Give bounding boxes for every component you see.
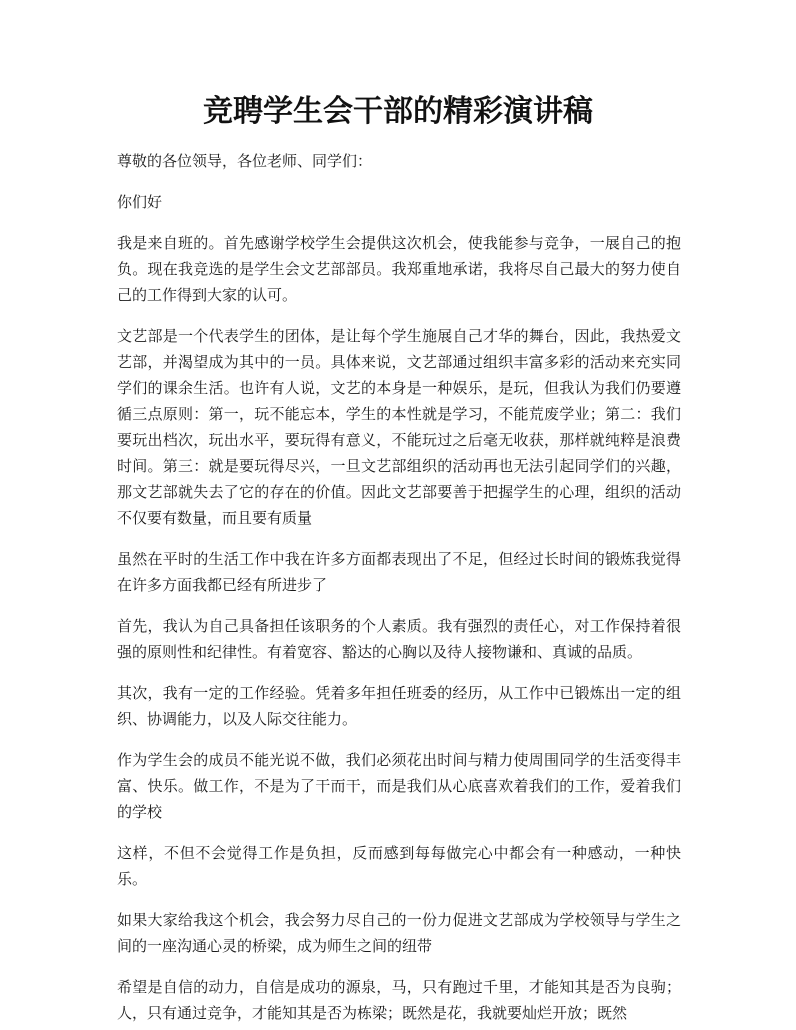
paragraph-second-experience: 其次，我有一定的工作经验。凭着多年担任班委的经历，从工作中已锻炼出一定的组织、协调能力，以及人际交往能力。 xyxy=(117,684,681,728)
paragraph-opportunity: 如果大家给我这个机会，我会努力尽自己的一份力促进文艺部成为学校领导与学生之间的一座沟通心灵的桥梁，成为师生之间的纽带 xyxy=(117,911,681,955)
paragraph-hope: 希望是自信的动力，自信是成功的源泉，马，只有跑过千里，才能知其是否为良驹；人，只有通过竞争，才能知其是否为栋梁；既然是花，我就要灿烂开放；既然 xyxy=(117,978,681,1022)
document-title: 竞聘学生会干部的精彩演讲稿 xyxy=(203,94,593,129)
greeting: 你们好 xyxy=(117,193,163,211)
paragraph-intro: 我是来自班的。首先感谢学校学生会提供这次机会，使我能参与竞争，一展自己的抱负。现在我竞选的是学生会文艺部部员。我郑重地承诺，我将尽自己最大的努力使自己的工作得到大家的认可。 xyxy=(117,234,681,304)
paragraph-progress: 虽然在平时的生活工作中我在许多方面都表现出了不足，但经过长时间的锻炼我觉得在许多方面我都已经有所进步了 xyxy=(117,550,681,594)
paragraph-commitment: 作为学生会的成员不能光说不做，我们必须花出时间与精力使周围同学的生活变得丰富、快乐。做工作，不是为了干而干，而是我们从心底喜欢着我们的工作，爱着我们的学校 xyxy=(117,751,681,821)
paragraph-first-qualities: 首先，我认为自己具备担任该职务的个人素质。我有强烈的责任心，对工作保持着很强的原则性和纪律性。有着宽容、豁达的心胸以及待人接物谦和、真诚的品质。 xyxy=(117,617,681,661)
salutation: 尊敬的各位领导，各位老师、同学们： xyxy=(117,152,373,170)
document-body xyxy=(117,148,681,1030)
paragraph-arts-department: 文艺部是一个代表学生的团体，是让每个学生施展自己才华的舞台，因此，我热爱文艺部，并渴望成为其中的一员。具体来说，文艺部通过组织丰富多彩的活动来充实同学们的课余生活。也许有人说，文艺的本身是一种娱乐，是玩，但我认为我们仍要遵循三点原则：第一，玩不能忘本，学生的本性就是学习，不能荒废学业；第二：我们要玩出档次，玩出水平，要玩得有意义，不能玩过之后毫无收获，那样就纯粹是浪费时间。第三：就是要玩得尽兴，一旦文艺部组织的活动再也无法引起同学们的兴趣，那文艺部就失去了它的存在的价值。因此文艺部要善于把握学生的心理，组织的活动不仅要有数量，而且要有质量 xyxy=(117,327,681,527)
paragraph-joy: 这样，不但不会觉得工作是负担，反而感到每每做完心中都会有一种感动，一种快乐。 xyxy=(117,844,681,888)
